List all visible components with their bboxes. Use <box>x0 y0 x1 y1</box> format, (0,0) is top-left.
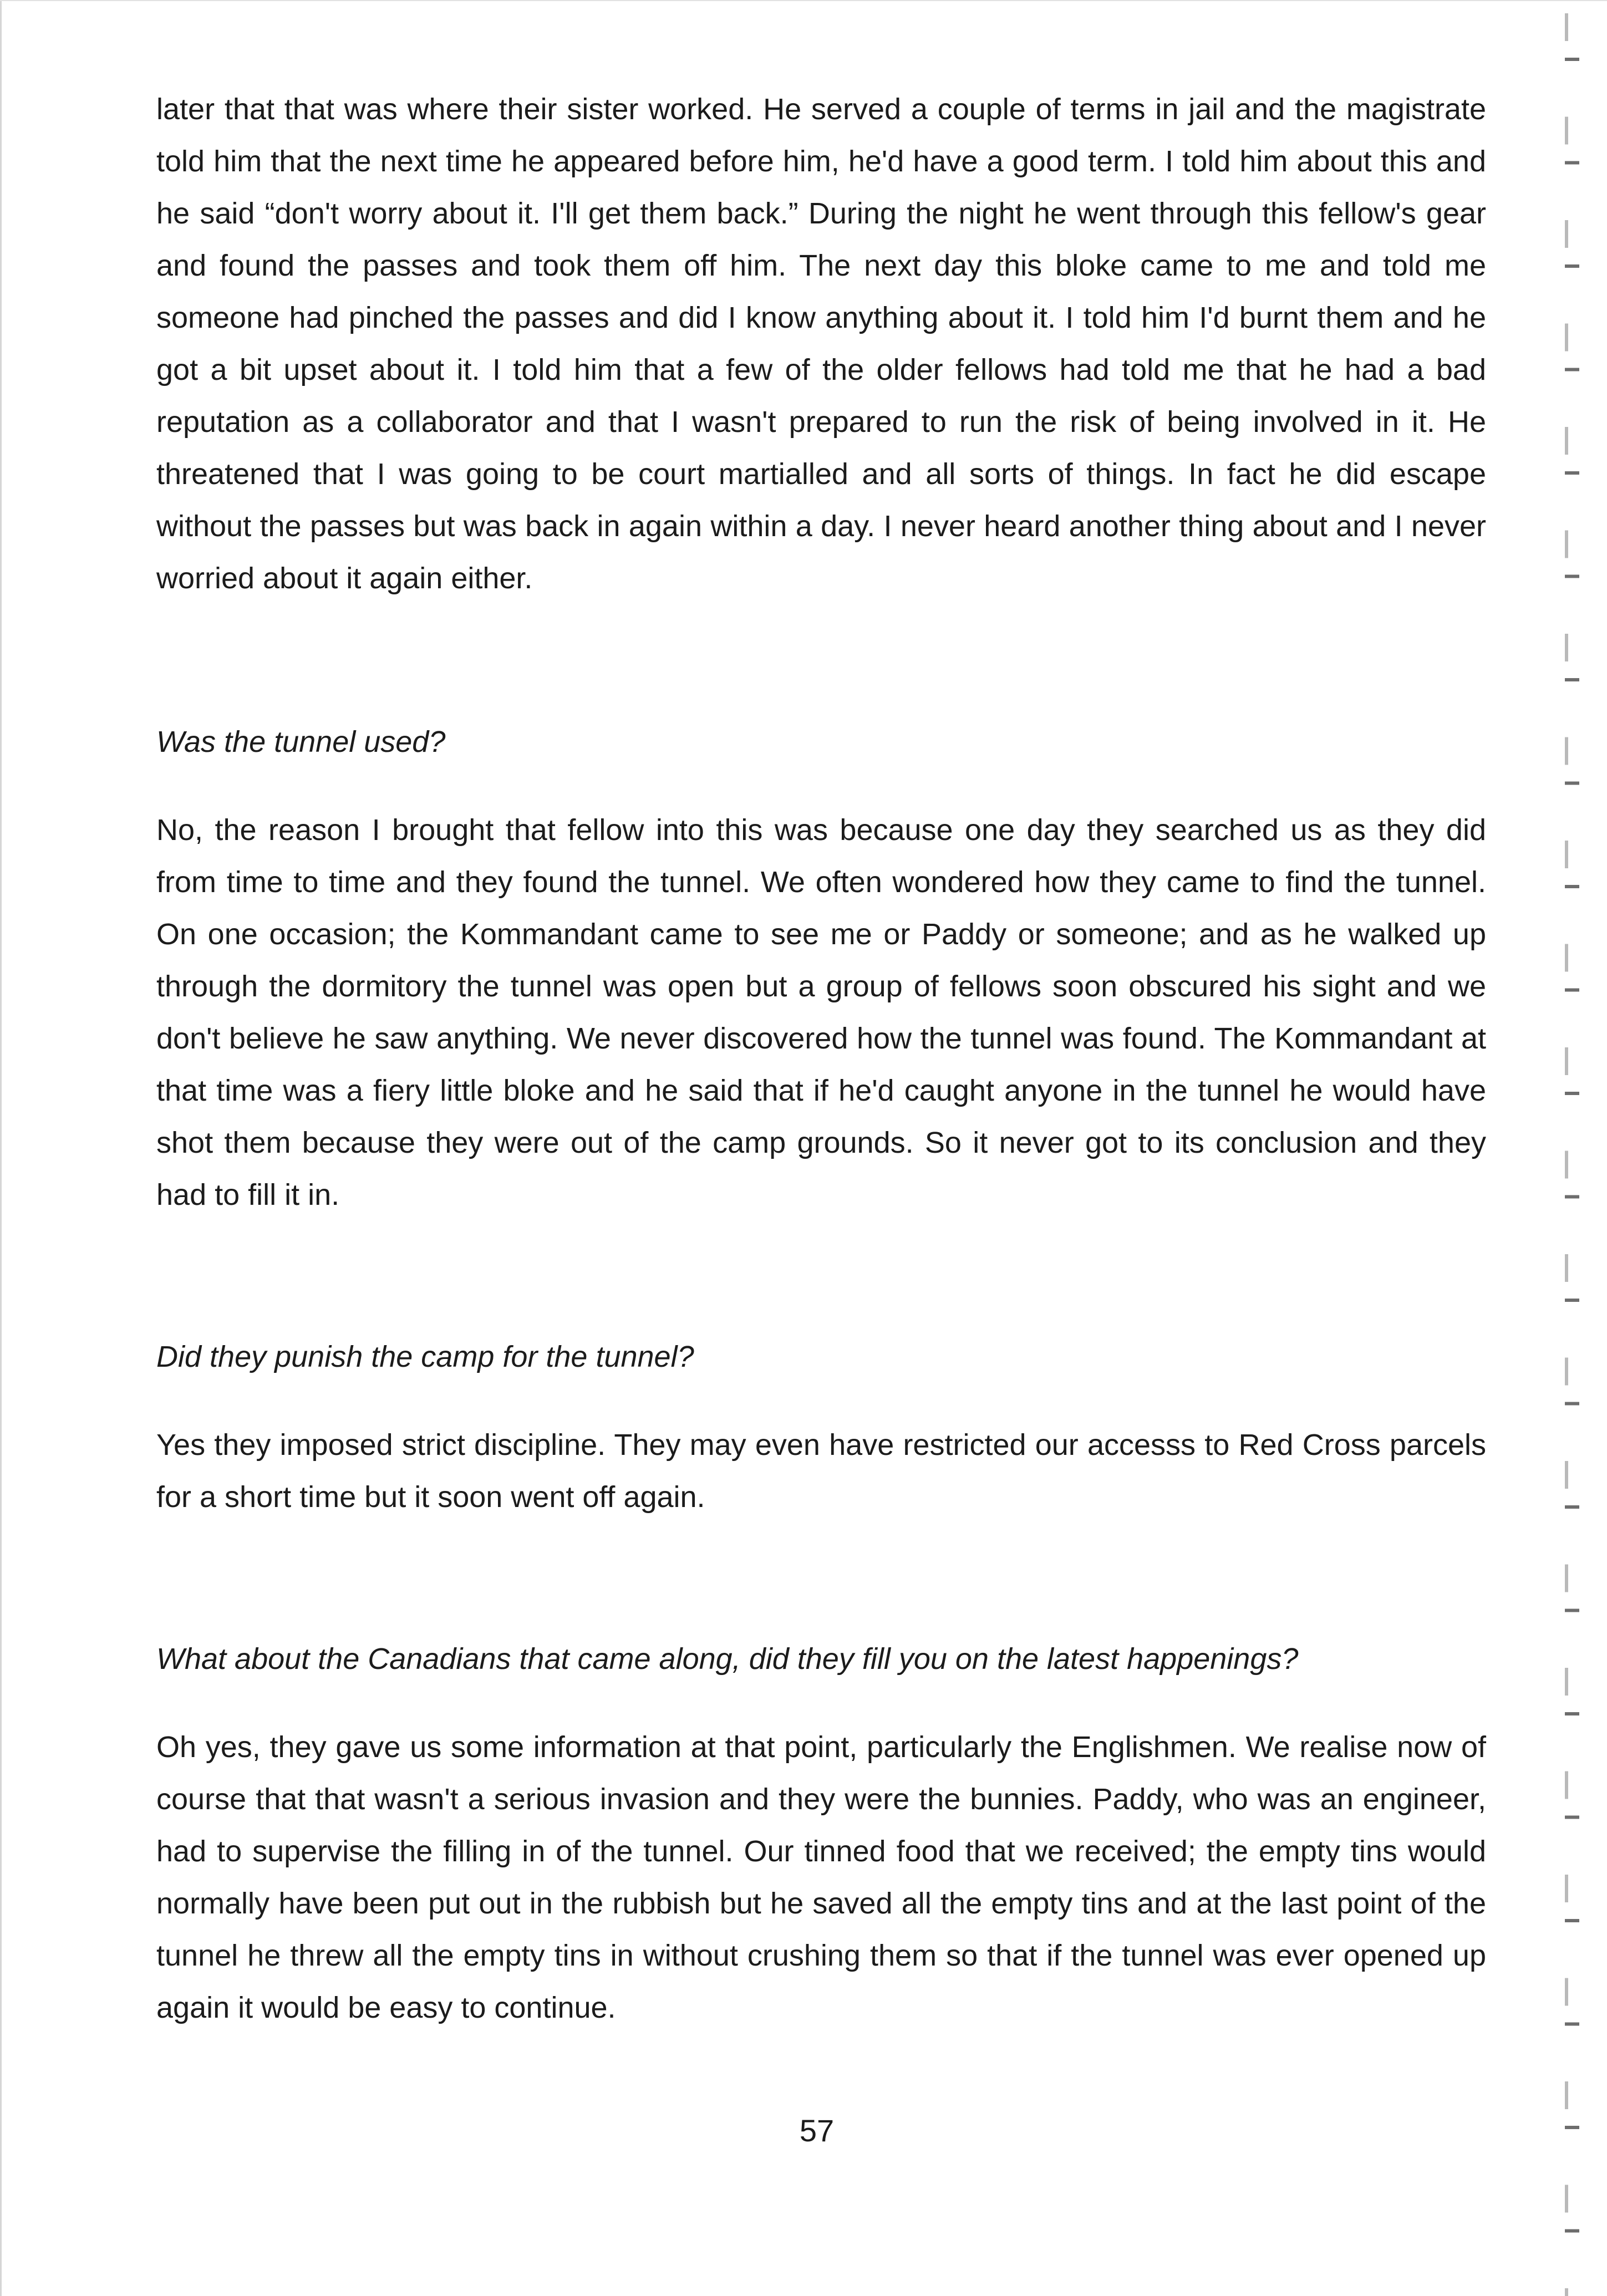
binding-strip <box>1559 0 1593 2296</box>
interview-question-3: What about the Canadians that came along, did they fill you on the latest happenings? <box>156 1642 1299 1676</box>
document-body <box>156 83 1486 2034</box>
page-number: 57 <box>799 2113 835 2148</box>
answer-paragraph-4: Oh yes, they gave us some information at that point, particularly the Englishmen. We realise now of course that that wasn't a serious invasion and they were the bunnies. Paddy, who was an engineer, had to supervise the filling in of the tunnel. Our tinned food that we received; the empty tins would normally have been put out in the rubbish but he saved all the empty tins and at the last point of the tunnel he threw all the empty tins in without crushing them so that if the tunnel was ever opened up again it would be easy to continue. <box>156 1730 1486 2024</box>
answer-paragraph-1: later that that was where their sister worked. He served a couple of terms in jail and the magistrate told him that the next time he appeared before him, he'd have a good term. I told him about this and he said “don't worry about it. I'll get them back.” During the night he went through this fellow's gear and found the passes and took them off him. The next day this bloke came to me and told me someone had pinched the passes and did I know anything about it. I told him I'd burnt them and he got a bit upset about it. I told him that a few of the older fellows had told me that he had a bad reputation as a collaborator and that I wasn't prepared to run the risk of being involved in it. He threatened that I was going to be court martialled and all sorts of things. In fact he did escape without the passes but was back in again within a day. I never heard another thing about and I never worried about it again either. <box>156 93 1486 595</box>
answer-paragraph-3: Yes they imposed strict discipline. They may even have restricted our accesss to Red Cross parcels for a short time but it soon went off again. <box>156 1428 1486 1514</box>
interview-question-1: Was the tunnel used? <box>156 725 446 758</box>
interview-question-2: Did they punish the camp for the tunnel? <box>156 1340 694 1373</box>
answer-paragraph-2: No, the reason I brought that fellow into this was because one day they searched us as they did from time to time and they found the tunnel. We often wondered how they came to find the tunnel. On one occasion; the Kommandant came to see me or Paddy or someone; and as he walked up through the dormitory the tunnel was open but a group of fellows soon obscured his sight and we don't believe he saw anything. We never discovered how the tunnel was found. The Kommandant at that time was a fiery little bloke and he said that if he'd caught anyone in the tunnel he would have shot them because they were out of the camp grounds. So it never got to its conclusion and they had to fill it in. <box>156 813 1486 1211</box>
scan-top-edge <box>0 0 1607 1</box>
scan-left-edge <box>0 0 2 2296</box>
